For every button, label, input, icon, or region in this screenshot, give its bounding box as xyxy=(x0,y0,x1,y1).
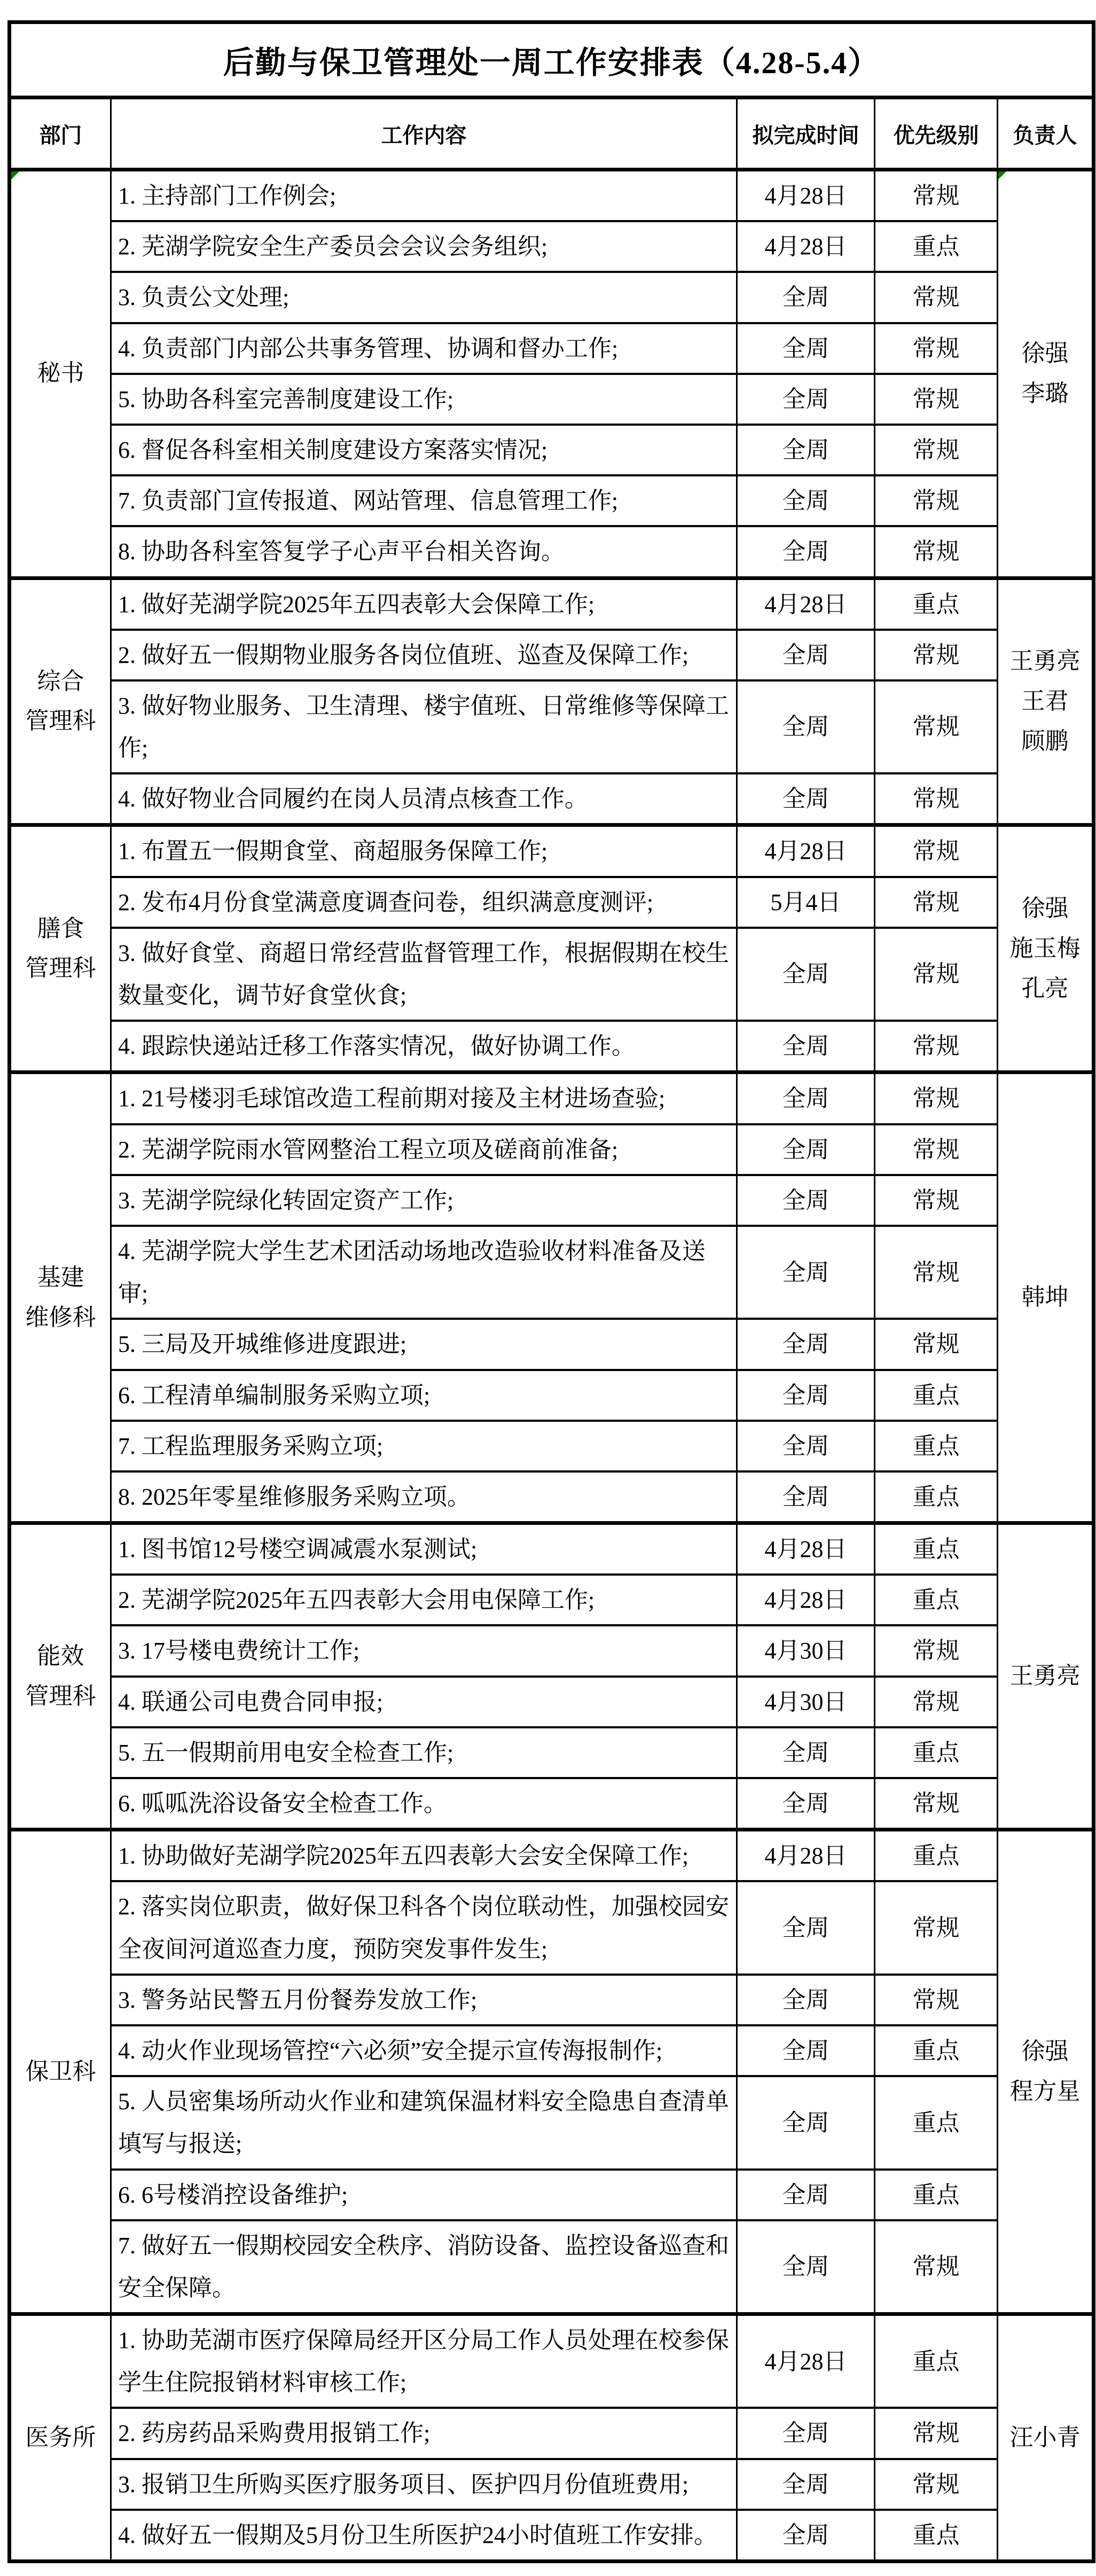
task-content-cell: 1. 图书馆12号楼空调减震水泵测试; xyxy=(111,1523,737,1575)
task-row xyxy=(10,630,1094,680)
task-row xyxy=(10,272,1094,323)
priority-cell: 重点 xyxy=(875,2170,998,2220)
priority-cell: 常规 xyxy=(875,630,998,680)
task-content-cell: 1. 21号楼羽毛球馆改造工程前期对接及主材进场查验; xyxy=(111,1072,737,1124)
task-content-cell: 5. 三局及开城维修进度跟进; xyxy=(111,1319,737,1369)
task-content-cell: 1. 做好芜湖学院2025年五四表彰大会保障工作; xyxy=(111,578,737,630)
priority-cell: 常规 xyxy=(875,170,998,222)
owner-cell xyxy=(998,2314,1094,2562)
planned-time-cell: 全周 xyxy=(737,630,875,680)
task-row xyxy=(10,1778,1094,1830)
task-row xyxy=(10,1975,1094,2025)
task-row xyxy=(10,1727,1094,1778)
task-content-cell: 4. 联通公司电费合同申报; xyxy=(111,1677,737,1727)
priority-cell: 常规 xyxy=(875,2459,998,2510)
page-title: 后勤与保卫管理处一周工作安排表（4.28-5.4） xyxy=(10,22,1094,98)
cell-note-triangle-icon xyxy=(998,171,1006,179)
priority-cell: 常规 xyxy=(875,1124,998,1175)
planned-time-cell: 全周 xyxy=(737,1975,875,2025)
task-row xyxy=(10,1471,1094,1523)
task-row xyxy=(10,877,1094,928)
planned-time-cell: 全周 xyxy=(737,1072,875,1124)
task-content-cell: 2. 发布4月份食堂满意度调查问卷，组织满意度测评; xyxy=(111,877,737,928)
planned-time-cell: 4月28日 xyxy=(737,1523,875,1575)
owner-name-line: 徐强 xyxy=(1021,340,1069,366)
owner-cell xyxy=(998,1830,1094,2314)
department-name-line: 能效 xyxy=(37,1642,84,1669)
priority-cell: 常规 xyxy=(875,877,998,928)
planned-time-cell: 全周 xyxy=(737,1778,875,1830)
department-cell xyxy=(10,1523,111,1830)
task-content-cell: 8. 2025年零星维修服务采购立项。 xyxy=(111,1471,737,1523)
priority-cell: 重点 xyxy=(875,1523,998,1575)
priority-cell: 重点 xyxy=(875,578,998,630)
priority-cell: 常规 xyxy=(875,928,998,1021)
owner-cell xyxy=(998,1523,1094,1830)
column-header-work-content: 工作内容 xyxy=(111,98,737,170)
task-content-cell: 6. 工程清单编制服务采购立项; xyxy=(111,1370,737,1421)
priority-cell: 重点 xyxy=(875,1575,998,1625)
priority-cell: 常规 xyxy=(875,1975,998,2025)
task-row xyxy=(10,2314,1094,2408)
planned-time-cell: 4月28日 xyxy=(737,2314,875,2408)
task-content-cell: 4. 负责部门内部公共事务管理、协调和督办工作; xyxy=(111,323,737,374)
task-row xyxy=(10,221,1094,272)
owner-cell xyxy=(998,578,1094,825)
priority-cell: 重点 xyxy=(875,2314,998,2408)
task-content-cell: 3. 17号楼电费统计工作; xyxy=(111,1625,737,1676)
task-content-cell: 6. 督促各科室相关制度建设方案落实情况; xyxy=(111,425,737,475)
priority-cell: 重点 xyxy=(875,1727,998,1778)
department-cell xyxy=(10,578,111,825)
task-content-cell: 4. 做好五一假期及5月份卫生所医护24小时值班工作安排。 xyxy=(111,2510,737,2562)
task-row xyxy=(10,1830,1094,1882)
task-row xyxy=(10,2220,1094,2314)
title-row xyxy=(10,22,1094,98)
owner-name-line: 汪小青 xyxy=(1009,2424,1081,2450)
planned-time-cell: 全周 xyxy=(737,1175,875,1226)
task-content-cell: 7. 工程监理服务采购立项; xyxy=(111,1421,737,1471)
task-row xyxy=(10,2459,1094,2510)
department-name-line: 维修科 xyxy=(25,1304,96,1330)
task-row xyxy=(10,1370,1094,1421)
priority-cell: 重点 xyxy=(875,221,998,272)
task-content-cell: 5. 协助各科室完善制度建设工作; xyxy=(111,374,737,425)
task-row xyxy=(10,578,1094,630)
cell-note-triangle-icon xyxy=(11,171,19,179)
department-cell xyxy=(10,1072,111,1523)
priority-cell: 常规 xyxy=(875,1881,998,1974)
priority-cell: 重点 xyxy=(875,2076,998,2169)
priority-cell: 常规 xyxy=(875,1072,998,1124)
planned-time-cell: 全周 xyxy=(737,1370,875,1421)
task-content-cell: 2. 落实岗位职责，做好保卫科各个岗位联动性，加强校园安全夜间河道巡查力度，预防突发事件发生; xyxy=(111,1881,737,1974)
task-row xyxy=(10,526,1094,578)
task-row xyxy=(10,475,1094,526)
task-row xyxy=(10,1175,1094,1226)
priority-cell: 常规 xyxy=(875,1677,998,1727)
planned-time-cell: 全周 xyxy=(737,1226,875,1319)
task-content-cell: 3. 做好物业服务、卫生清理、楼宇值班、日常维修等保障工作; xyxy=(111,680,737,773)
priority-cell: 常规 xyxy=(875,526,998,578)
owner-cell xyxy=(998,170,1094,578)
priority-cell: 常规 xyxy=(875,425,998,475)
planned-time-cell: 全周 xyxy=(737,1727,875,1778)
priority-cell: 常规 xyxy=(875,1778,998,1830)
planned-time-cell: 4月28日 xyxy=(737,170,875,222)
task-content-cell: 2. 芜湖学院雨水管网整治工程立项及磋商前准备; xyxy=(111,1124,737,1175)
planned-time-cell: 全周 xyxy=(737,425,875,475)
priority-cell: 常规 xyxy=(875,1625,998,1676)
planned-time-cell: 全周 xyxy=(737,1021,875,1072)
planned-time-cell: 4月28日 xyxy=(737,221,875,272)
owner-name-line: 孔亮 xyxy=(1021,975,1069,1001)
planned-time-cell: 全周 xyxy=(737,1471,875,1523)
task-content-cell: 4. 芜湖学院大学生艺术团活动场地改造验收材料准备及送审; xyxy=(111,1226,737,1319)
priority-cell: 常规 xyxy=(875,1021,998,1072)
planned-time-cell: 全周 xyxy=(737,773,875,825)
planned-time-cell: 全周 xyxy=(737,2170,875,2220)
priority-cell: 重点 xyxy=(875,2510,998,2562)
task-content-cell: 3. 报销卫生所购买医疗服务项目、医护四月份值班费用; xyxy=(111,2459,737,2510)
department-name-line: 管理科 xyxy=(25,708,96,734)
task-content-cell: 1. 布置五一假期食堂、商超服务保障工作; xyxy=(111,825,737,877)
task-row xyxy=(10,425,1094,475)
task-row xyxy=(10,2076,1094,2169)
priority-cell: 重点 xyxy=(875,1421,998,1471)
priority-cell: 常规 xyxy=(875,374,998,425)
task-row xyxy=(10,1226,1094,1319)
task-content-cell: 3. 做好食堂、商超日常经营监督管理工作，根据假期在校生数量变化，调节好食堂伙食; xyxy=(111,928,737,1021)
priority-cell: 常规 xyxy=(875,1175,998,1226)
planned-time-cell: 全周 xyxy=(737,1881,875,1974)
task-row xyxy=(10,1421,1094,1471)
task-row xyxy=(10,1523,1094,1575)
planned-time-cell: 5月4日 xyxy=(737,877,875,928)
column-header-priority: 优先级别 xyxy=(875,98,998,170)
owner-cell xyxy=(998,825,1094,1072)
owner-name-line: 徐强 xyxy=(1021,2038,1069,2065)
planned-time-cell: 4月28日 xyxy=(737,578,875,630)
priority-cell: 常规 xyxy=(875,680,998,773)
priority-cell: 重点 xyxy=(875,2025,998,2076)
priority-cell: 重点 xyxy=(875,1471,998,1523)
column-header-planned-time: 拟完成时间 xyxy=(737,98,875,170)
task-row xyxy=(10,1575,1094,1625)
task-row xyxy=(10,2408,1094,2458)
task-row xyxy=(10,170,1094,222)
priority-cell: 常规 xyxy=(875,825,998,877)
owner-cell xyxy=(998,1072,1094,1523)
planned-time-cell: 全周 xyxy=(737,1124,875,1175)
priority-cell: 常规 xyxy=(875,1319,998,1369)
planned-time-cell: 4月28日 xyxy=(737,825,875,877)
task-content-cell: 7. 负责部门宣传报道、网站管理、信息管理工作; xyxy=(111,475,737,526)
task-content-cell: 2. 芜湖学院安全生产委员会会议会务组织; xyxy=(111,221,737,272)
task-row xyxy=(10,1021,1094,1072)
task-content-cell: 4. 做好物业合同履约在岗人员清点核查工作。 xyxy=(111,773,737,825)
task-row xyxy=(10,2170,1094,2220)
task-content-cell: 8. 协助各科室答复学子心声平台相关咨询。 xyxy=(111,526,737,578)
task-row xyxy=(10,2025,1094,2076)
task-row xyxy=(10,1677,1094,1727)
department-name-line: 膳食 xyxy=(37,915,84,942)
task-row xyxy=(10,1124,1094,1175)
owner-name-line: 施玉梅 xyxy=(1009,935,1081,961)
owner-name-line: 李璐 xyxy=(1021,380,1069,406)
department-name-line: 基建 xyxy=(37,1264,84,1290)
task-content-cell: 3. 警务站民警五月份餐券发放工作; xyxy=(111,1975,737,2025)
planned-time-cell: 全周 xyxy=(737,928,875,1021)
task-content-cell: 6. 呱呱洗浴设备安全检查工作。 xyxy=(111,1778,737,1830)
task-content-cell: 5. 五一假期前用电安全检查工作; xyxy=(111,1727,737,1778)
priority-cell: 常规 xyxy=(875,323,998,374)
priority-cell: 常规 xyxy=(875,475,998,526)
planned-time-cell: 全周 xyxy=(737,323,875,374)
task-content-cell: 3. 芜湖学院绿化转固定资产工作; xyxy=(111,1175,737,1226)
column-header-owner: 负责人 xyxy=(998,98,1094,170)
task-content-cell: 1. 协助芜湖市医疗保障局经开区分局工作人员处理在校参保学生住院报销材料审核工作; xyxy=(111,2314,737,2408)
work-schedule-table xyxy=(7,20,1095,2563)
department-cell xyxy=(10,1830,111,2314)
task-row xyxy=(10,773,1094,825)
planned-time-cell: 全周 xyxy=(737,2220,875,2314)
department-name-line: 管理科 xyxy=(25,955,96,982)
department-cell xyxy=(10,170,111,578)
department-name-line: 管理科 xyxy=(25,1682,96,1709)
task-content-cell: 1. 主持部门工作例会; xyxy=(111,170,737,222)
task-content-cell: 4. 动火作业现场管控“六必须”安全提示宣传海报制作; xyxy=(111,2025,737,2076)
column-header-row xyxy=(10,98,1094,170)
task-content-cell: 3. 负责公文处理; xyxy=(111,272,737,323)
column-header-department: 部门 xyxy=(10,98,111,170)
department-cell xyxy=(10,2314,111,2562)
planned-time-cell: 全周 xyxy=(737,1421,875,1471)
planned-time-cell: 4月30日 xyxy=(737,1677,875,1727)
planned-time-cell: 全周 xyxy=(737,1319,875,1369)
department-cell xyxy=(10,825,111,1072)
planned-time-cell: 全周 xyxy=(737,2510,875,2562)
task-row xyxy=(10,1319,1094,1369)
priority-cell: 常规 xyxy=(875,1226,998,1319)
task-content-cell: 6. 6号楼消控设备维护; xyxy=(111,2170,737,2220)
department-name-line: 医务所 xyxy=(25,2424,96,2450)
planned-time-cell: 全周 xyxy=(737,2459,875,2510)
owner-name-line: 韩坤 xyxy=(1021,1284,1069,1311)
planned-time-cell: 4月30日 xyxy=(737,1625,875,1676)
planned-time-cell: 全周 xyxy=(737,272,875,323)
task-row xyxy=(10,1072,1094,1124)
task-row xyxy=(10,680,1094,773)
task-content-cell: 2. 药房药品采购费用报销工作; xyxy=(111,2408,737,2458)
priority-cell: 重点 xyxy=(875,1830,998,1882)
planned-time-cell: 全周 xyxy=(737,2076,875,2169)
owner-name-line: 王勇亮 xyxy=(1009,1663,1081,1689)
task-content-cell: 7. 做好五一假期校园安全秩序、消防设备、监控设备巡查和安全保障。 xyxy=(111,2220,737,2314)
task-row xyxy=(10,2510,1094,2562)
planned-time-cell: 4月28日 xyxy=(737,1830,875,1882)
priority-cell: 常规 xyxy=(875,773,998,825)
planned-time-cell: 全周 xyxy=(737,374,875,425)
planned-time-cell: 全周 xyxy=(737,680,875,773)
task-content-cell: 4. 跟踪快递站迁移工作落实情况，做好协调工作。 xyxy=(111,1021,737,1072)
department-name-line: 综合 xyxy=(37,668,84,694)
task-row xyxy=(10,825,1094,877)
priority-cell: 重点 xyxy=(875,1370,998,1421)
task-content-cell: 5. 人员密集场所动火作业和建筑保温材料安全隐患自查清单填写与报送; xyxy=(111,2076,737,2169)
task-content-cell: 2. 做好五一假期物业服务各岗位值班、巡查及保障工作; xyxy=(111,630,737,680)
priority-cell: 常规 xyxy=(875,2220,998,2314)
task-row xyxy=(10,1625,1094,1676)
department-name-line: 保卫科 xyxy=(25,2058,96,2085)
priority-cell: 常规 xyxy=(875,2408,998,2458)
priority-cell: 常规 xyxy=(875,272,998,323)
task-content-cell: 1. 协助做好芜湖学院2025年五四表彰大会安全保障工作; xyxy=(111,1830,737,1882)
owner-name-line: 程方星 xyxy=(1009,2078,1081,2105)
owner-name-line: 顾鹏 xyxy=(1021,727,1069,754)
planned-time-cell: 全周 xyxy=(737,526,875,578)
planned-time-cell: 4月28日 xyxy=(737,1575,875,1625)
planned-time-cell: 全周 xyxy=(737,475,875,526)
task-content-cell: 2. 芜湖学院2025年五四表彰大会用电保障工作; xyxy=(111,1575,737,1625)
task-row xyxy=(10,323,1094,374)
planned-time-cell: 全周 xyxy=(737,2025,875,2076)
planned-time-cell: 全周 xyxy=(737,2408,875,2458)
task-row xyxy=(10,1881,1094,1974)
owner-name-line: 王勇亮 xyxy=(1009,648,1081,675)
owner-name-line: 王君 xyxy=(1021,688,1069,715)
task-row xyxy=(10,928,1094,1021)
department-name-line: 秘书 xyxy=(37,360,84,387)
task-row xyxy=(10,374,1094,425)
owner-name-line: 徐强 xyxy=(1021,895,1069,922)
